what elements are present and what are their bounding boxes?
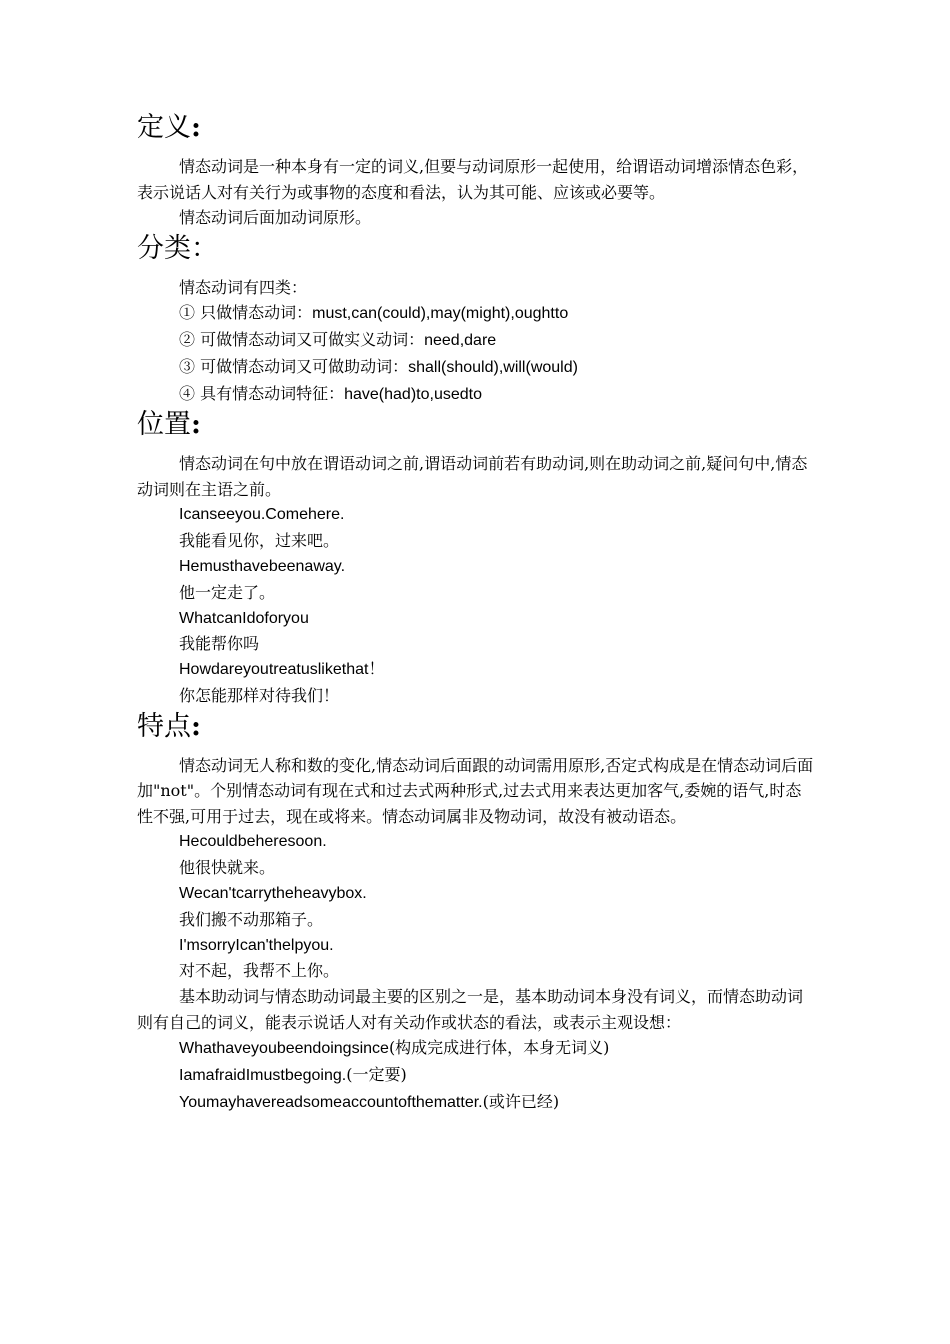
definition-colon: : — [191, 112, 201, 143]
item-english: must,can(could),may(might),oughtto — [312, 305, 569, 323]
item-english: shall(should),will(would) — [408, 358, 578, 376]
definition-paragraph-2: 情态动词后面加动词原形。 — [179, 208, 372, 227]
example-english: Hemusthavebeenaway. — [179, 558, 346, 576]
features-title: 特点 — [137, 710, 191, 742]
position-paragraph: 情态动词在句中放在谓语动词之前,谓语动词前若有助动词,则在助动词之前,疑问句中,情态动词则在主语之前。 — [137, 454, 808, 499]
example-chinese: 我能帮你吗 — [179, 634, 260, 654]
item-number: ③ — [179, 356, 196, 376]
item-english: need,dare — [424, 332, 497, 350]
category-item — [137, 300, 817, 327]
category-heading — [137, 231, 817, 267]
note-chinese: (构成完成进行体，本身无词义) — [388, 1038, 610, 1058]
category-title: 分类 — [137, 232, 191, 264]
position-colon: : — [191, 409, 201, 441]
example-chinese: 你怎能那样对待我们！ — [179, 686, 340, 706]
item-text: 可做情态动词又可做实义动词： — [195, 330, 425, 350]
document-page — [137, 110, 817, 1116]
category-item — [137, 354, 817, 381]
note-english: IamafraidImustbegoing. — [179, 1066, 347, 1084]
item-english: have(had)to,usedto — [344, 385, 482, 403]
features-heading — [137, 709, 817, 745]
note-line — [137, 1089, 817, 1116]
features-paragraph-2: 基本助动词与情态助动词最主要的区别之一是，基本助动词本身没有词义，而情态助动词则有自己的词义，能表示说话人对有关动作或状态的看法，或表示主观设想： — [137, 987, 804, 1032]
item-number: ② — [179, 330, 196, 350]
item-text: 具有情态动词特征： — [195, 383, 345, 403]
category-item — [137, 327, 817, 354]
example-chinese: 他一定走了。 — [179, 582, 276, 602]
note-chinese: (或许已经) — [482, 1091, 560, 1111]
example-english: Icanseeyou.Comehere. — [179, 506, 345, 524]
definition-heading — [137, 110, 817, 146]
example-english: Hecouldbeheresoon. — [179, 833, 327, 851]
note-line — [137, 1062, 817, 1089]
example-english: Howdareyoutreatuslikethat！ — [179, 661, 385, 679]
example-english: Wecan'tcarrytheheavybox. — [179, 884, 367, 902]
note-english: Youmayhavereadsomeaccountofthematter. — [179, 1093, 483, 1111]
definition-title: 定义 — [137, 112, 191, 143]
example-chinese: 我们搬不动那箱子。 — [179, 909, 324, 929]
example-english: WhatcanIdoforyou — [179, 609, 309, 627]
note-english: Whathaveyoubeendoingsince — [179, 1040, 389, 1058]
example-chinese: 对不起，我帮不上你。 — [179, 961, 340, 981]
note-chinese: (一定要) — [346, 1064, 407, 1084]
position-title: 位置 — [137, 409, 191, 441]
position-heading — [137, 407, 817, 443]
example-chinese: 他很快就来。 — [179, 858, 276, 878]
category-colon: ： — [191, 232, 218, 264]
features-paragraph: 情态动词无人称和数的变化,情态动词后面跟的动词需用原形,否定式构成是在情态动词后面加"not"。个别情态动词有现在式和过去式两种形式,过去式用来表达更加客气,委婉的语气,时态性不强,可用于过去，现在或将来。情态动词属非及物动词，故没有被动语态。 — [137, 755, 814, 826]
item-number: ④ — [179, 383, 196, 403]
category-intro: 情态动词有四类： — [179, 277, 308, 297]
item-text: 可做情态动词又可做助动词： — [195, 356, 409, 376]
item-number: ① — [179, 303, 196, 323]
category-item — [137, 381, 817, 408]
features-colon: : — [191, 710, 201, 742]
note-line — [137, 1035, 817, 1062]
item-text: 只做情态动词： — [195, 303, 313, 323]
example-chinese: 我能看见你，过来吧。 — [179, 531, 340, 551]
definition-paragraph: 情态动词是一种本身有一定的词义,但要与动词原形一起使用，给谓语动词增添情态色彩，表示说话人对有关行为或事物的态度和看法，认为其可能、应该或必要等。 — [137, 157, 809, 202]
example-english: I'msorryIcan'thelpyou. — [179, 936, 334, 954]
